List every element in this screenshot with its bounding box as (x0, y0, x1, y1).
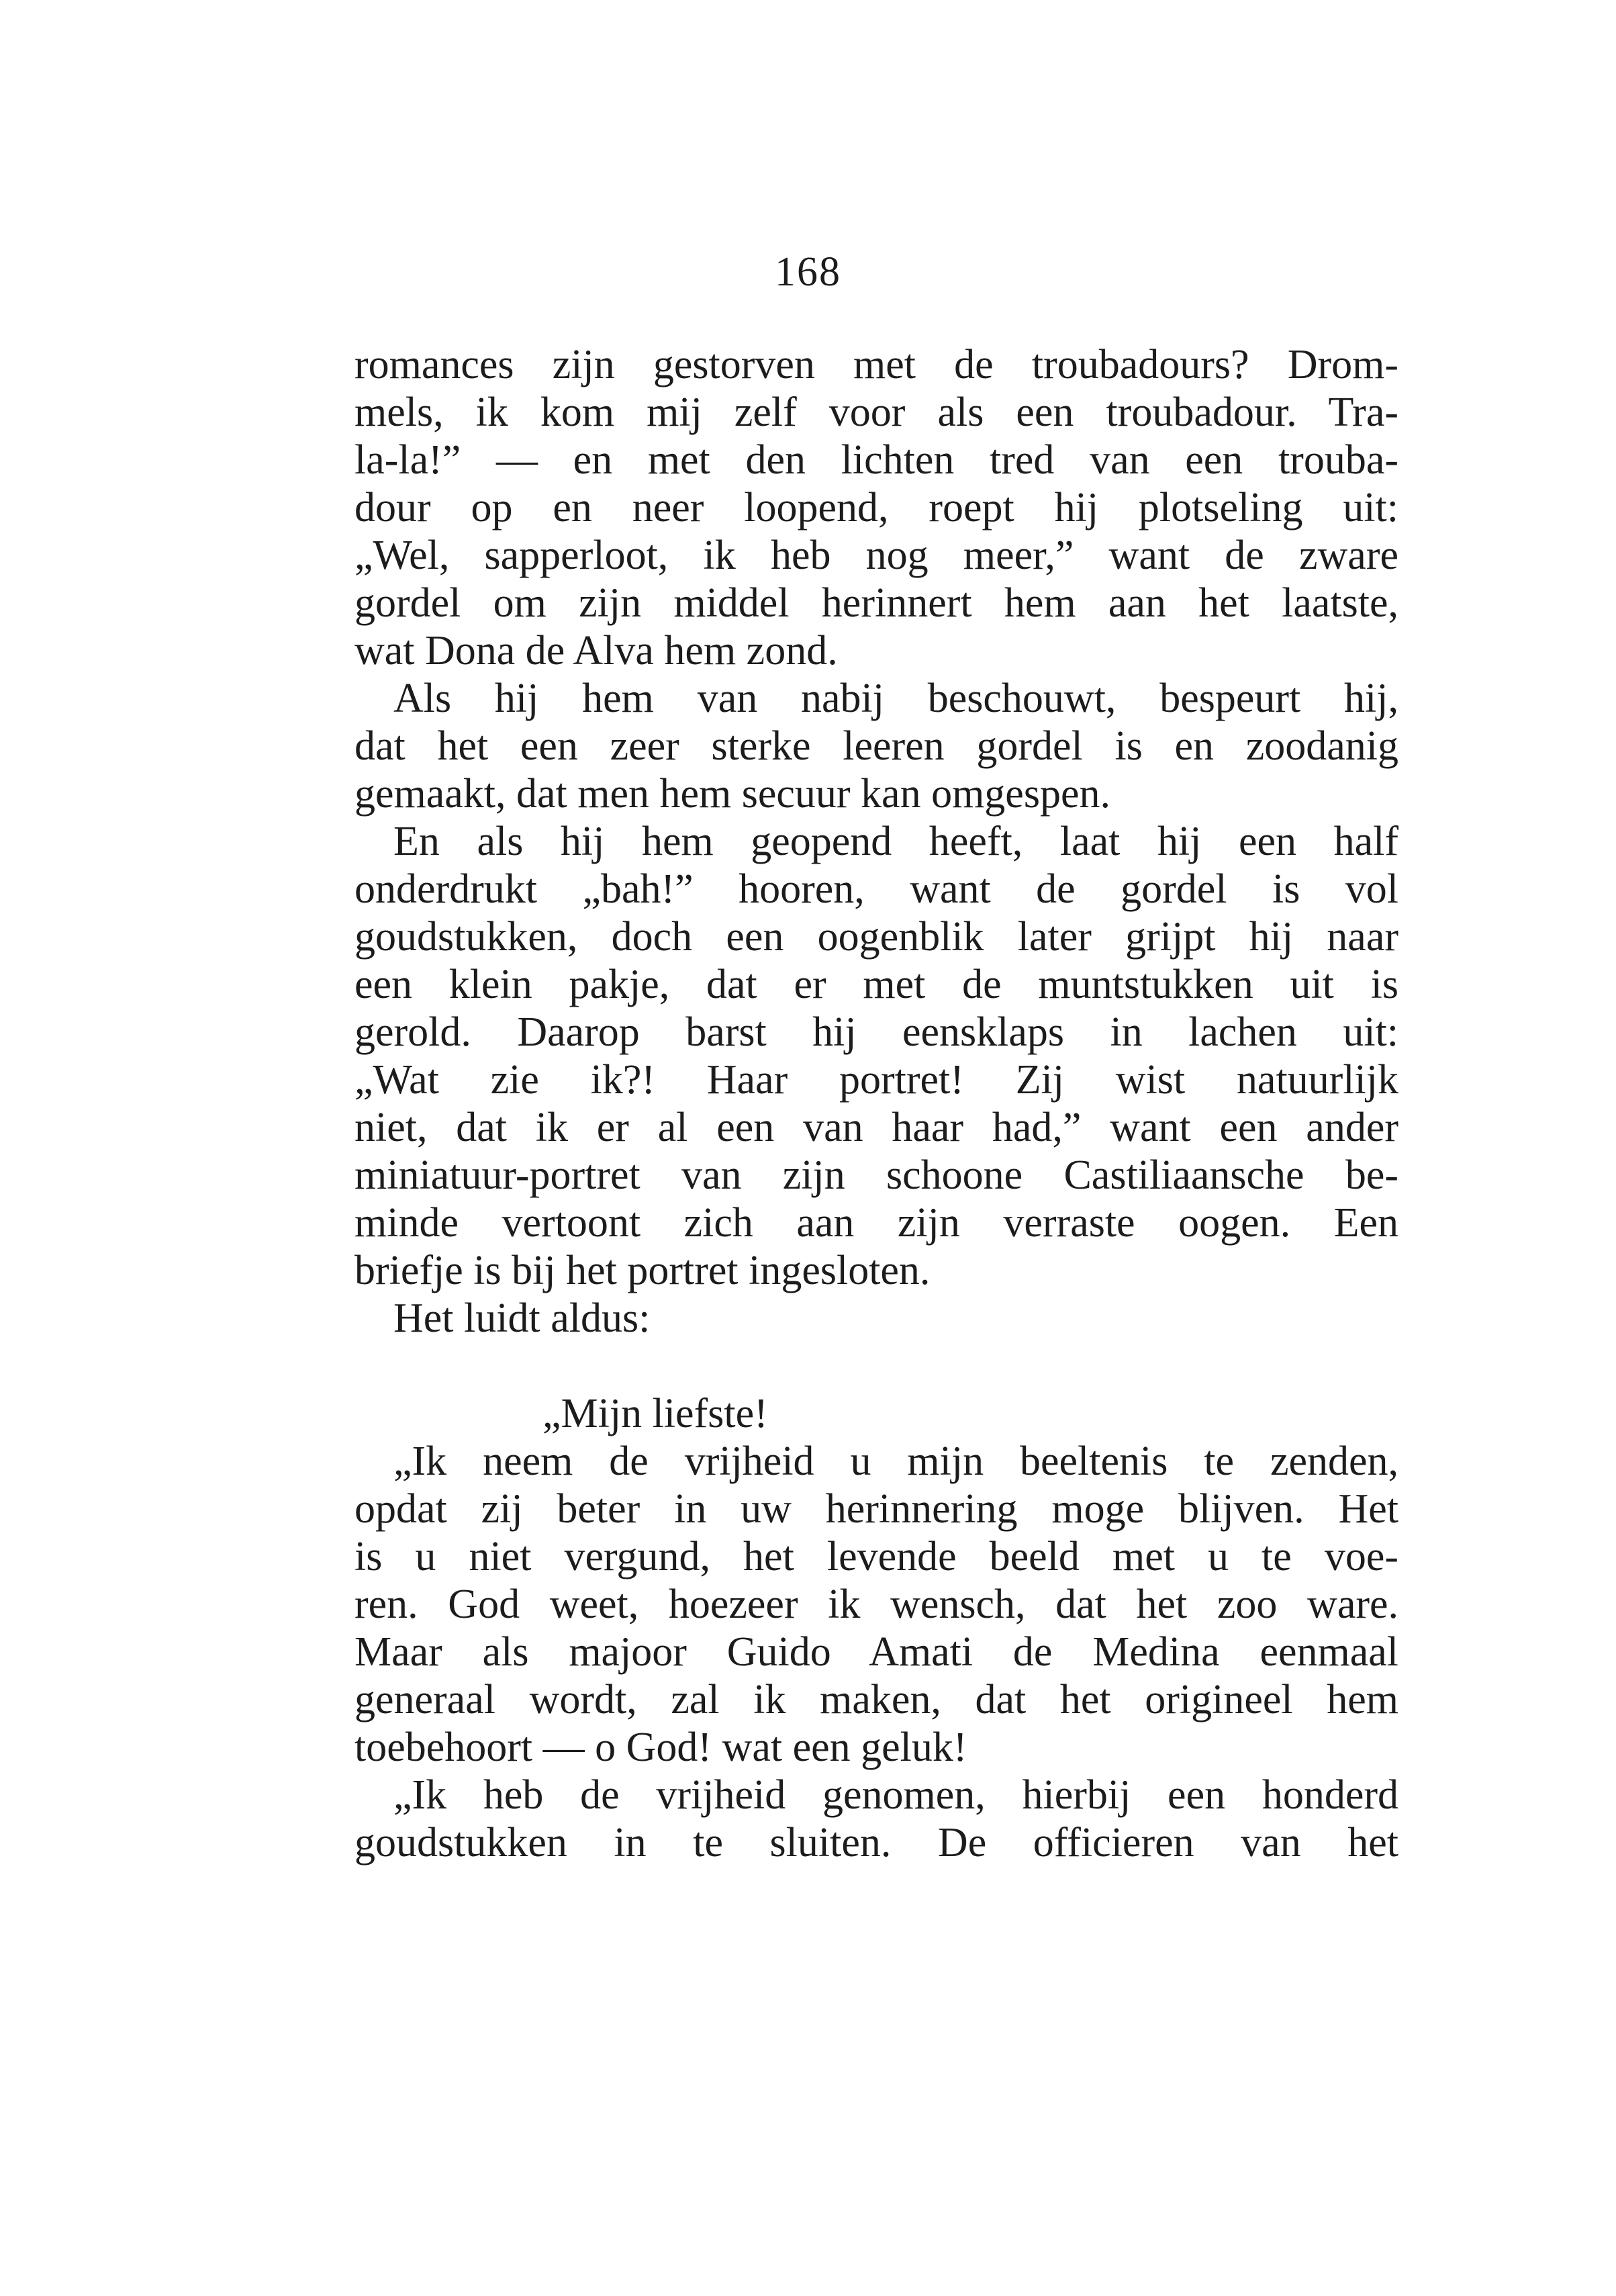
text-line: En als hij hem geopend heeft, laat hij een half (393, 819, 1398, 864)
text-line: opdat zij beter in uw herinnering moge blijven. Het (354, 1486, 1398, 1532)
text-line: romances zijn gestorven met de troubadours? Drom- (354, 342, 1398, 387)
text-line: dat het een zeer sterke leeren gordel is en zoodanig (354, 723, 1398, 769)
text-line: la-la!” — en met den lichten tred van een trouba- (354, 437, 1398, 483)
text-line: Als hij hem van nabij beschouwt, bespeurt hij, (393, 676, 1398, 721)
text-line: onderdrukt „bah!” hooren, want de gordel is vol (354, 866, 1398, 912)
text-line: miniatuur-portret van zijn schoone Castiliaansche be- (354, 1152, 1398, 1198)
text-line: een klein pakje, dat er met de muntstukken uit is (354, 962, 1398, 1007)
letter-greeting: „Mijn liefste! (542, 1391, 768, 1436)
text-line: „Ik neem de vrijheid u mijn beeltenis te zenden, (393, 1438, 1398, 1484)
text-line: „Ik heb de vrijheid genomen, hierbij een honderd (393, 1772, 1398, 1818)
text-line: Het luidt aldus: (393, 1295, 651, 1341)
text-line: dour op en neer loopend, roept hij plotseling uit: (354, 485, 1398, 531)
text-line: mels, ik kom mij zelf voor als een troubadour. Tra- (354, 389, 1398, 435)
text-line: briefje is bij het portret ingesloten. (354, 1248, 931, 1293)
text-line: gemaakt, dat men hem secuur kan omgespen. (354, 771, 1110, 817)
text-line: niet, dat ik er al een van haar had,” want een ander (354, 1105, 1398, 1150)
page-number: 168 (775, 249, 841, 295)
blank-line (354, 1342, 1398, 1390)
text-line: is u niet vergund, het levende beeld met u te voe- (354, 1534, 1398, 1579)
body-text (354, 341, 1398, 1867)
text-line: ren. God weet, hoezeer ik wensch, dat het zoo ware. (354, 1581, 1398, 1627)
text-line: gerold. Daarop barst hij eensklaps in lachen uit: (354, 1009, 1398, 1055)
text-line: gordel om zijn middel herinnert hem aan het laatste, (354, 580, 1398, 626)
text-line: „Wel, sapperloot, ik heb nog meer,” want de zware (354, 533, 1398, 578)
text-line: „Wat zie ik?! Haar portret! Zij wist natuurlijk (354, 1057, 1398, 1103)
text-line: Maar als majoor Guido Amati de Medina eenmaal (354, 1629, 1398, 1675)
text-line: goudstukken, doch een oogenblik later grijpt hij naar (354, 914, 1398, 960)
text-line: wat Dona de Alva hem zond. (354, 628, 838, 674)
text-line: minde vertoont zich aan zijn verraste oogen. Een (354, 1200, 1398, 1246)
text-line: goudstukken in te sluiten. De officieren van het (354, 1820, 1398, 1866)
text-line: generaal wordt, zal ik maken, dat het origineel hem (354, 1677, 1398, 1723)
text-line: toebehoort — o God! wat een geluk! (354, 1725, 967, 1770)
